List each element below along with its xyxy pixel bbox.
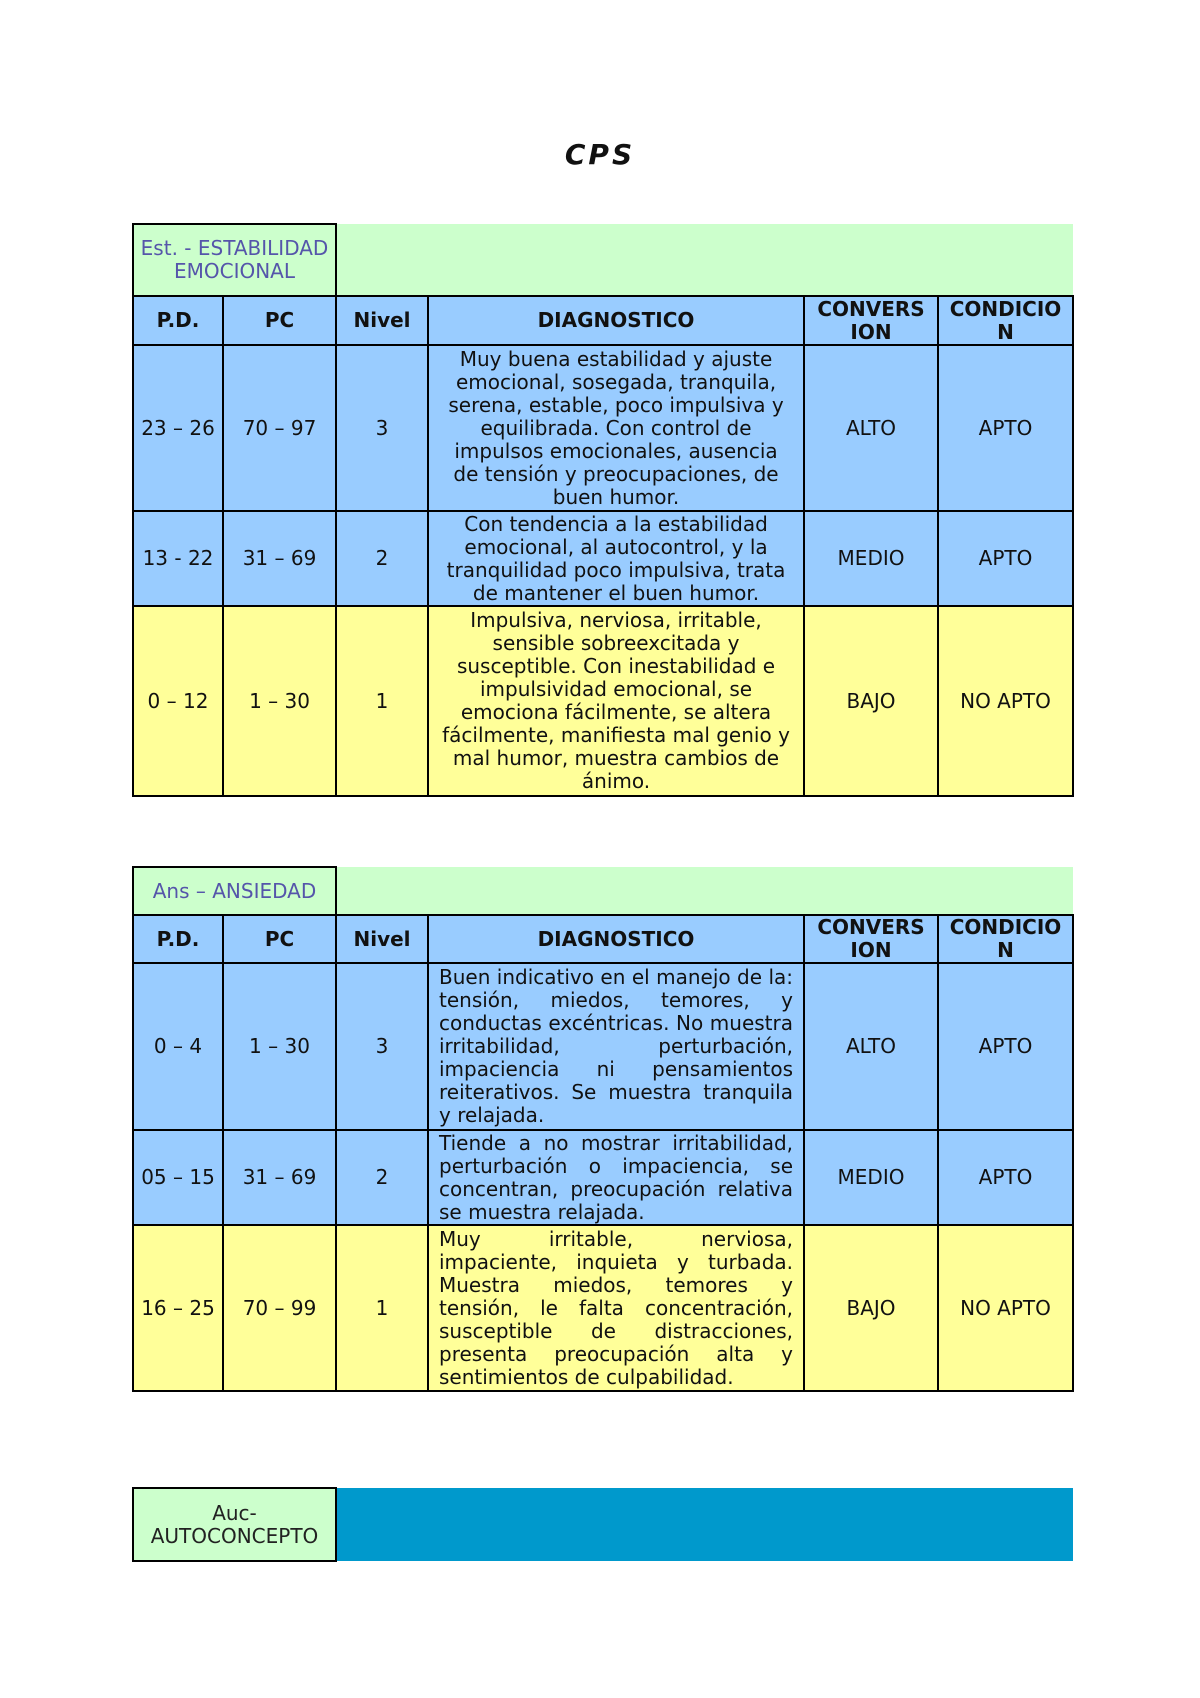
diagnostico-cell: Muy buena estabilidad y ajuste emocional, sosegada, tranquila, serena, estable, poco impulsiva y equilibrada. Con control de impulsos emocionales, ausencia de tensión y preocupaciones, de buen humor. [428, 345, 804, 511]
section-title: Ans – ANSIEDAD [133, 867, 336, 915]
header-band [336, 867, 1073, 915]
pd-cell: 05 – 15 [133, 1130, 223, 1225]
condicion-cell: APTO [938, 963, 1073, 1130]
table-row [133, 606, 1073, 796]
section-title: Auc- AUTOCONCEPTO [133, 1488, 336, 1561]
pd-cell: 23 – 26 [133, 345, 223, 511]
table-estabilidad-emocional [132, 223, 1072, 797]
column-header-pd: P.D. [133, 915, 223, 963]
conversion-cell: MEDIO [804, 1130, 938, 1225]
condicion-cell: APTO [938, 1130, 1073, 1225]
pd-cell: 0 – 4 [133, 963, 223, 1130]
pc-cell: 31 – 69 [223, 511, 336, 606]
column-header-diagnostico: DIAGNOSTICO [428, 915, 804, 963]
column-header-conversion: CONVERS ION [804, 915, 938, 963]
column-header-pc: PC [223, 915, 336, 963]
diagnostico-cell: Tiende a no mostrar irritabilidad, perturbación o impaciencia, se concentran, preocupación relativa se muestra relajada. [428, 1130, 804, 1225]
conversion-cell: BAJO [804, 606, 938, 796]
column-header-condicion: CONDICIO N [938, 915, 1073, 963]
header-band [336, 1488, 1073, 1561]
diagnostico-cell: Buen indicativo en el manejo de la: tensión, miedos, temores, y conductas excéntricas. No muestra irritabilidad, perturbación, impaciencia ni pensamientos reiterativos. Se muestra tranquila y relajada. [428, 963, 804, 1130]
table-row [133, 1130, 1073, 1225]
pd-cell: 13 - 22 [133, 511, 223, 606]
column-header-pd: P.D. [133, 296, 223, 345]
pc-cell: 1 – 30 [223, 606, 336, 796]
pc-cell: 1 – 30 [223, 963, 336, 1130]
nivel-cell: 3 [336, 345, 428, 511]
table-autoconcepto [132, 1487, 1072, 1562]
conversion-cell: BAJO [804, 1225, 938, 1391]
pc-cell: 31 – 69 [223, 1130, 336, 1225]
column-header-nivel: Nivel [336, 296, 428, 345]
column-header-nivel: Nivel [336, 915, 428, 963]
condicion-cell: APTO [938, 345, 1073, 511]
section-title: Est. - ESTABILIDAD EMOCIONAL [133, 224, 336, 296]
nivel-cell: 2 [336, 511, 428, 606]
condicion-cell: NO APTO [938, 1225, 1073, 1391]
column-header-diagnostico: DIAGNOSTICO [428, 296, 804, 345]
diagnostico-cell: Muy irritable, nerviosa, impaciente, inquieta y turbada. Muestra miedos, temores y tensión, le falta concentración, susceptible de distracciones, presenta preocupación alta y sentimientos de culpabilidad. [428, 1225, 804, 1391]
pd-cell: 0 – 12 [133, 606, 223, 796]
conversion-cell: ALTO [804, 963, 938, 1130]
conversion-cell: MEDIO [804, 511, 938, 606]
diagnostico-cell: Impulsiva, nerviosa, irritable, sensible sobreexcitada y susceptible. Con inestabilidad e impulsividad emocional, se emociona fácilmente, se altera fácilmente, manifiesta mal genio y mal humor, muestra cambios de ánimo. [428, 606, 804, 796]
nivel-cell: 1 [336, 606, 428, 796]
nivel-cell: 2 [336, 1130, 428, 1225]
pc-cell: 70 – 99 [223, 1225, 336, 1391]
column-header-pc: PC [223, 296, 336, 345]
table-row [133, 345, 1073, 511]
nivel-cell: 1 [336, 1225, 428, 1391]
column-header-condicion: CONDICIO N [938, 296, 1073, 345]
pd-cell: 16 – 25 [133, 1225, 223, 1391]
pc-cell: 70 – 97 [223, 345, 336, 511]
diagnostico-cell: Con tendencia a la estabilidad emocional, al autocontrol, y la tranquilidad poco impulsiva, trata de mantener el buen humor. [428, 511, 804, 606]
page-title: CPS [564, 138, 636, 171]
conversion-cell: ALTO [804, 345, 938, 511]
table-row [133, 511, 1073, 606]
condicion-cell: NO APTO [938, 606, 1073, 796]
header-band [336, 224, 1073, 296]
condicion-cell: APTO [938, 511, 1073, 606]
table-row [133, 963, 1073, 1130]
column-header-conversion: CONVERS ION [804, 296, 938, 345]
nivel-cell: 3 [336, 963, 428, 1130]
table-ansiedad [132, 866, 1072, 1392]
table-row [133, 1225, 1073, 1391]
